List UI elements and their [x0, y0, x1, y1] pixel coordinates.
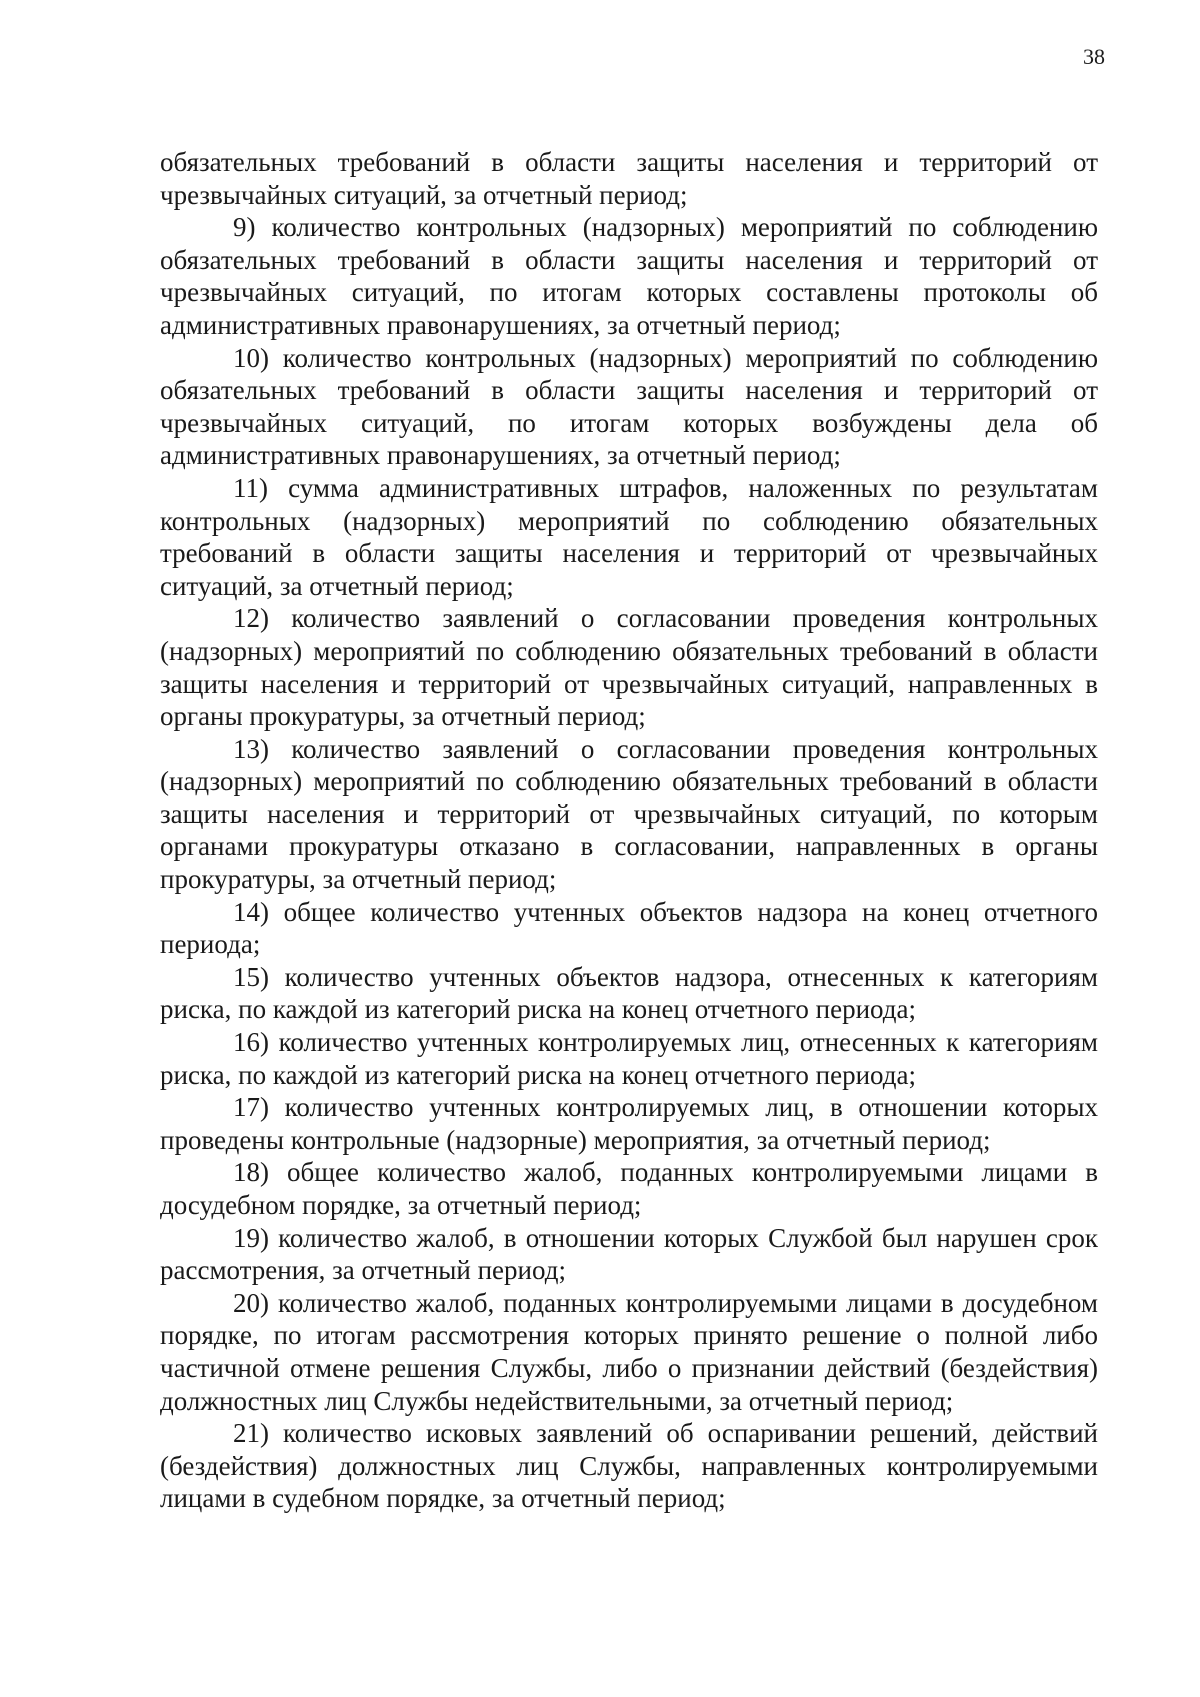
list-item-18: 18) общее количество жалоб, поданных контролируемыми лицами в досудебном порядке, за отчетный период;	[160, 1157, 1098, 1220]
list-item-10: 10) количество контрольных (надзорных) мероприятий по соблюдению обязательных требований в области защиты населения и территорий от чрезвычайных ситуаций, по итогам которых возбуждены дела об административных правонарушениях, за отчетный период;	[160, 342, 1098, 471]
list-item-12: 12) количество заявлений о согласовании проведения контрольных (надзорных) мероприятий по соблюдению обязательных требований в области защиты населения и территорий от чрезвычайных ситуаций, направленных в органы прокуратуры, за отчетный период;	[160, 603, 1098, 732]
list-item-11: 11) сумма административных штрафов, наложенных по результатам контрольных (надзорных) мероприятий по соблюдению обязательных требований в области защиты населения и территорий от чрезвычайных ситуаций, за отчетный период;	[160, 472, 1098, 601]
list-item-15: 15) количество учтенных объектов надзора, отнесенных к категориям риска, по каждой из категорий риска на конец отчетного периода;	[160, 961, 1098, 1025]
list-item-13: 13) количество заявлений о согласовании проведения контрольных (надзорных) мероприятий по соблюдению обязательных требований в области защиты населения и территорий от чрезвычайных ситуаций, по которым органами прокуратуры отказано в согласовании, направленных в органы прокуратуры, за отчетный период;	[160, 733, 1098, 895]
page-number: 38	[1083, 44, 1105, 69]
list-item-20: 20) количество жалоб, поданных контролируемыми лицами в досудебном порядке, по итогам рассмотрения которых принято решение о полной либо частичной отмене решения Службы, либо о признании действий (бездействия) должностных лиц Службы недействительными, за отчетный период;	[160, 1287, 1098, 1416]
paragraph-continuation: обязательных требований в области защиты населения и территорий от чрезвычайных ситуаций, за отчетный период;	[160, 147, 1098, 210]
list-item-21: 21) количество исковых заявлений об оспаривании решений, действий (бездействия) должностных лиц Службы, направленных контролируемыми лицами в судебном порядке, за отчетный период;	[160, 1418, 1098, 1514]
list-item-17: 17) количество учтенных контролируемых лиц, в отношении которых проведены контрольные (надзорные) мероприятия, за отчетный период;	[160, 1092, 1098, 1155]
list-item-19: 19) количество жалоб, в отношении которых Службой был нарушен срок рассмотрения, за отчетный период;	[160, 1222, 1098, 1286]
list-item-9: 9) количество контрольных (надзорных) мероприятий по соблюдению обязательных требований в области защиты населения и территорий от чрезвычайных ситуаций, по итогам которых составлены протоколы об административных правонарушениях, за отчетный период;	[160, 212, 1098, 340]
list-item-16: 16) количество учтенных контролируемых лиц, отнесенных к категориям риска, по каждой из категорий риска на конец отчетного периода;	[160, 1027, 1098, 1090]
list-item-14: 14) общее количество учтенных объектов надзора на конец отчетного периода;	[160, 896, 1098, 960]
document-body	[160, 146, 1098, 1515]
